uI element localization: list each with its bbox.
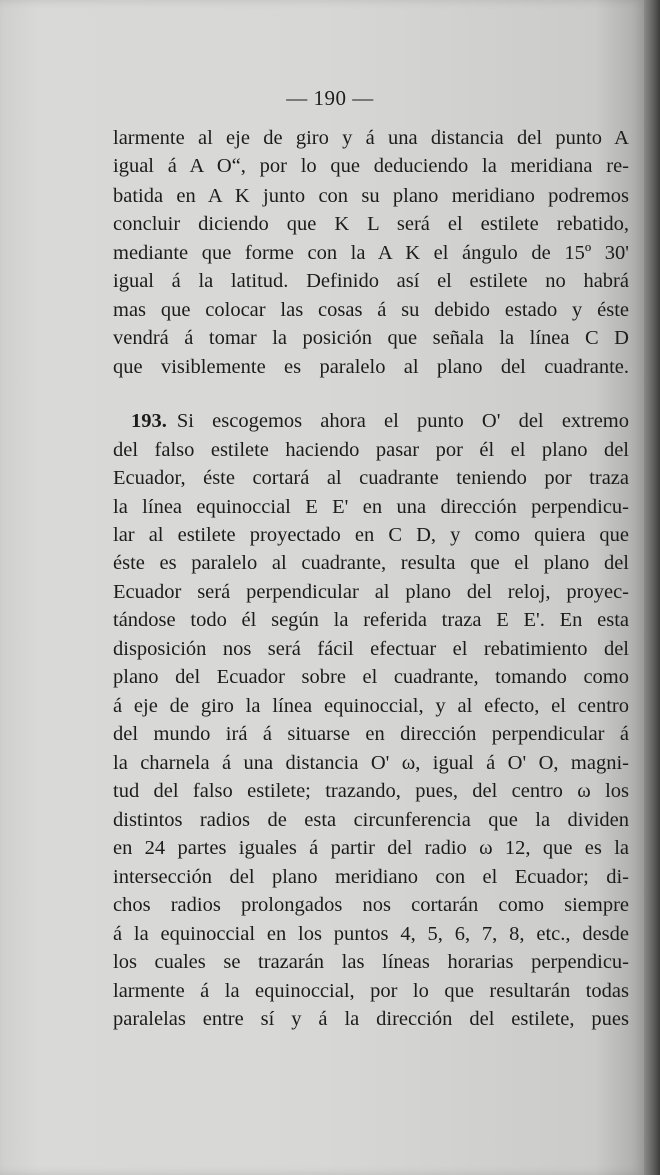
text-line: mas que colocar las cosas á su debido estado y éste xyxy=(113,299,629,321)
text-line: del mundo irá á situarse en dirección perpendicular á xyxy=(113,723,629,745)
text-line: plano del Ecuador sobre el cuadrante, tomando como xyxy=(113,666,629,688)
text-line: la línea equinoccial E E' en una dirección perpendicu- xyxy=(113,496,629,518)
text-line: disposición nos será fácil efectuar el rebatimiento del xyxy=(113,638,629,660)
text-line: que visiblemente es paralelo al plano del cuadrante. xyxy=(113,356,629,378)
text-line: á la equinoccial en los puntos 4, 5, 6, 7, 8, etc., desde xyxy=(113,923,629,945)
text-line: á eje de giro la línea equinoccial, y al efecto, el centro xyxy=(113,695,629,717)
text-line: igual á A O“, por lo que deduciendo la meridiana re- xyxy=(113,155,629,177)
text-line: tándose todo él según la referida traza E E'. En esta xyxy=(113,609,629,631)
text-line: éste es paralelo al cuadrante, resulta que el plano del xyxy=(113,552,629,574)
section-number: 193. xyxy=(131,410,167,432)
text-line: mediante que forme con la A K el ángulo de 15º 30' xyxy=(113,242,629,264)
text-line: concluir diciendo que K L será el estilete rebatido, xyxy=(113,213,629,235)
text-line: lar al estilete proyectado en C D, y como quiera que xyxy=(113,524,629,546)
text-line: Ecuador será perpendicular al plano del reloj, proyec- xyxy=(113,581,629,603)
text-line: los cuales se trazarán las líneas horarias perpendicu- xyxy=(113,951,629,973)
text-line: larmente á la equinoccial, por lo que resultarán todas xyxy=(113,980,629,1002)
paragraph-first-line xyxy=(131,407,629,435)
text-line: distintos radios de esta circunferencia que la dividen xyxy=(113,809,629,831)
text-line: paralelas entre sí y á la dirección del estilete, pues xyxy=(113,1008,629,1030)
text-line: igual á la latitud. Definido así el estilete no habrá xyxy=(113,270,629,292)
text-line: la charnela á una distancia O' ω, igual á O' O, magni- xyxy=(113,752,629,774)
text-line: vendrá á tomar la posición que señala la línea C D xyxy=(113,327,629,349)
text-line: Ecuador, éste cortará al cuadrante teniendo por traza xyxy=(113,467,629,489)
text-line: Si escogemos ahora el punto O' del extremo xyxy=(176,410,629,432)
text-line: en 24 partes iguales á partir del radio ω 12, que es la xyxy=(113,837,629,859)
text-line: del falso estilete haciendo pasar por él el plano del xyxy=(113,439,629,461)
text-line: intersección del plano meridiano con el Ecuador; di- xyxy=(113,866,629,888)
page-number: — 190 — xyxy=(286,86,374,110)
text-line: tud del falso estilete; trazando, pues, del centro ω los xyxy=(113,780,629,802)
text-line: larmente al eje de giro y á una distancia del punto A xyxy=(113,127,629,149)
text-line: chos radios prolongados nos cortarán como siempre xyxy=(113,894,629,916)
text-line: batida en A K junto con su plano meridiano podremos xyxy=(113,185,629,207)
